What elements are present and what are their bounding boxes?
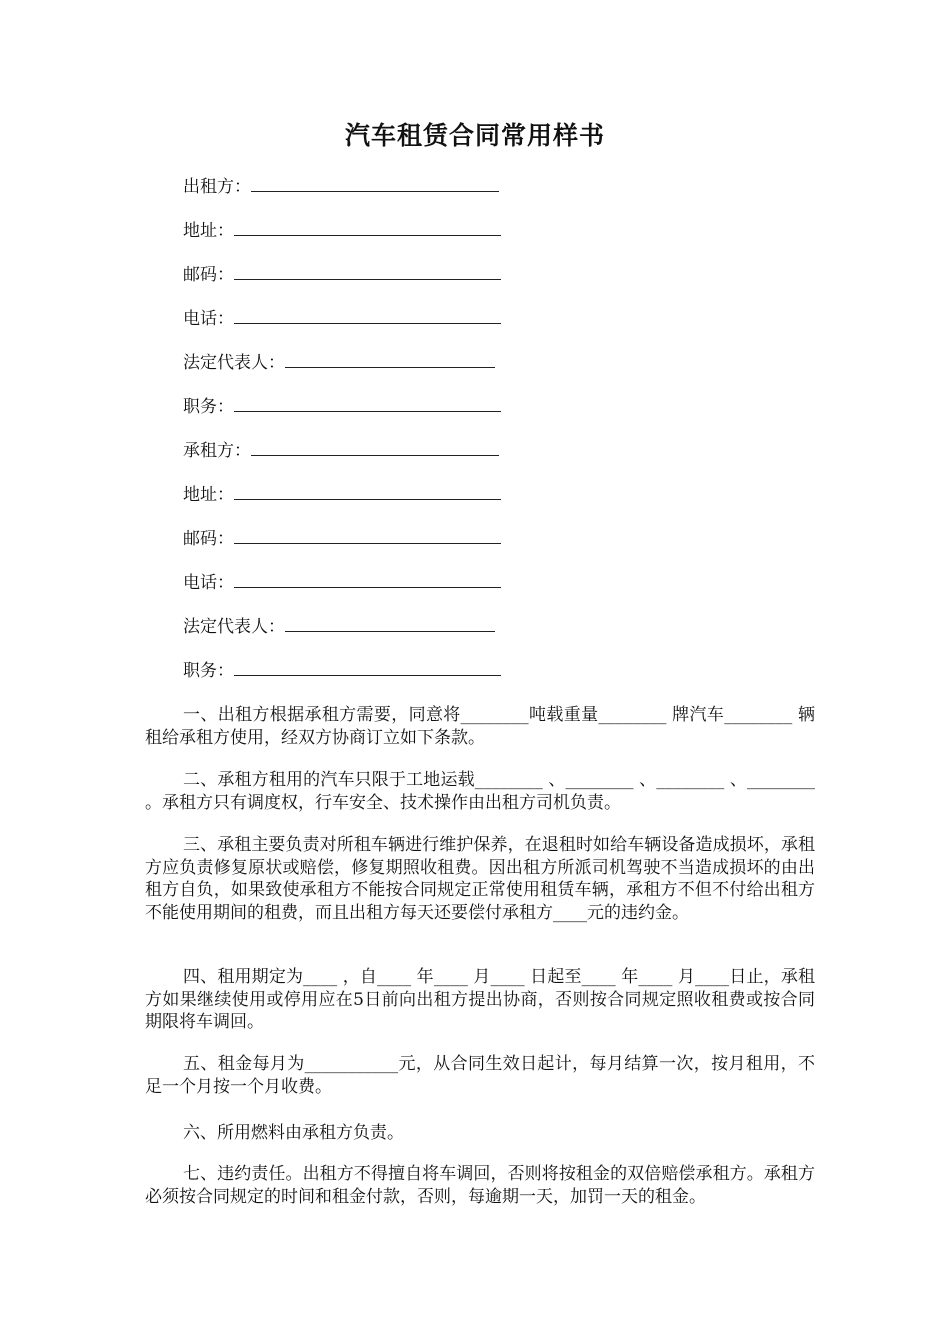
blank-line	[285, 614, 495, 632]
lessee-address-field	[183, 482, 501, 506]
blank-line	[234, 526, 501, 544]
lessor-address-field	[183, 218, 501, 242]
field-label: 电话：	[183, 309, 234, 329]
blank-line	[234, 482, 501, 500]
field-label: 出租方：	[183, 177, 251, 197]
lessor-postcode-field	[183, 262, 501, 286]
field-label: 职务：	[183, 397, 234, 417]
blank-line	[251, 438, 499, 456]
blank-line	[234, 658, 501, 676]
lessee-phone-field	[183, 570, 501, 594]
blank-line	[234, 218, 501, 236]
blank-line	[234, 394, 501, 412]
field-label: 承租方：	[183, 441, 251, 461]
field-label: 法定代表人：	[183, 353, 285, 373]
clause-3: 三、承租主要负责对所租车辆进行维护保养，在退租时如给车辆设备造成损坏，承租方应负责修复原状或赔偿，修复期照收租费。因出租方所派司机驾驶不当造成损坏的由出租方自负，如果致使承租方不能按合同规定正常使用租赁车辆，承租方不但不付给出租方不能使用期间的租费，而且出租方每天还要偿付承租方____元的违约金。	[145, 835, 815, 923]
lessor-legal-rep-field	[183, 350, 495, 374]
lessor-phone-field	[183, 306, 501, 330]
blank-line	[234, 262, 501, 280]
field-label: 邮码：	[183, 529, 234, 549]
clause-4: 四、租用期定为____ ，自____ 年____ 月____ 日起至____ 年____ 月____日止，承租方如果继续使用或停用应在5日前向出租方提出协商，否则按合同规定照收租费或按合同期限将车调回。	[145, 967, 815, 1032]
field-label: 电话：	[183, 573, 234, 593]
field-label: 职务：	[183, 661, 234, 681]
clause-1: 一、出租方根据承租方需要，同意将________吨载重量________ 牌汽车________ 辆租给承租方使用，经双方协商订立如下条款。	[145, 705, 815, 748]
blank-line	[251, 174, 499, 192]
field-label: 法定代表人：	[183, 617, 285, 637]
lessee-name-field	[183, 438, 499, 462]
blank-line	[285, 350, 495, 368]
lessee-legal-rep-field	[183, 614, 495, 638]
blank-line	[234, 306, 501, 324]
field-label: 地址：	[183, 221, 234, 241]
lessor-position-field	[183, 394, 501, 418]
lessor-name-field	[183, 174, 499, 198]
field-label: 邮码：	[183, 265, 234, 285]
clause-7: 七、违约责任。出租方不得擅自将车调回，否则将按租金的双倍赔偿承租方。承租方必须按合同规定的时间和租金付款，否则，每逾期一天，加罚一天的租金。	[145, 1164, 815, 1207]
field-label: 地址：	[183, 485, 234, 505]
clause-5: 五、租金每月为___________元，从合同生效日起计，每月结算一次，按月租用，不足一个月按一个月收费。	[145, 1054, 815, 1097]
blank-line	[234, 570, 501, 588]
document-title: 汽车租赁合同常用样书	[344, 121, 605, 150]
clause-2: 二、承租方租用的汽车只限于工地运载________ 、________ 、________ 、________ 。承租方只有调度权，行车安全、技术操作由出租方司机负责。	[145, 770, 815, 813]
lessee-position-field	[183, 658, 501, 682]
clause-6: 六、所用燃料由承租方负责。	[183, 1123, 404, 1143]
lessee-postcode-field	[183, 526, 501, 550]
